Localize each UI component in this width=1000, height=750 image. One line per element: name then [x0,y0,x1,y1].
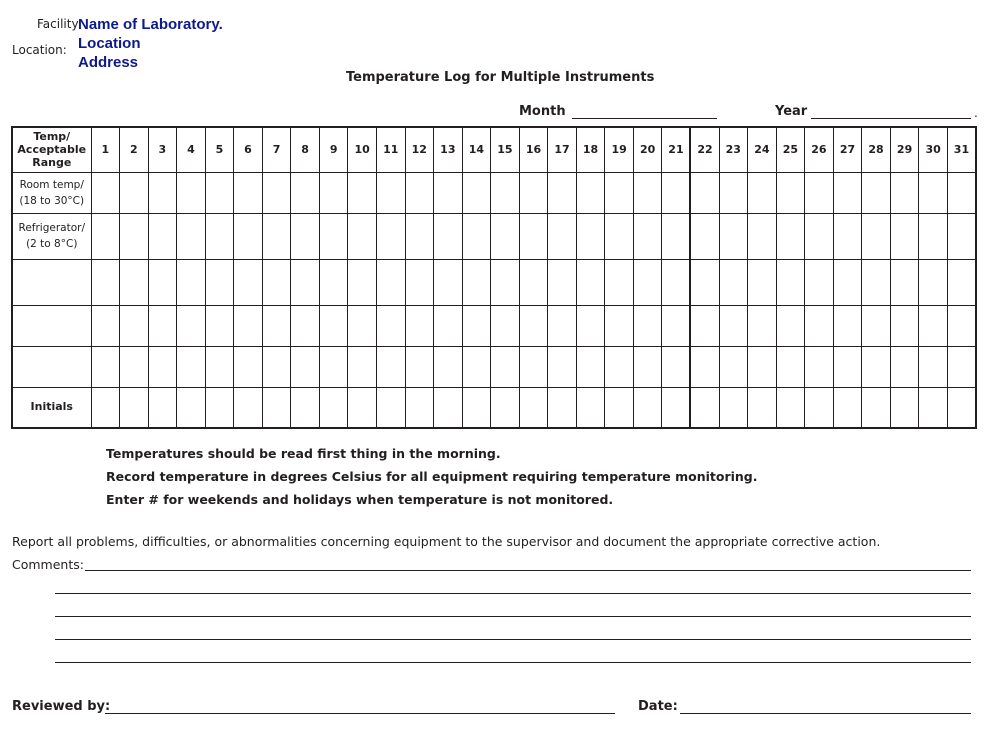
log-cell[interactable] [348,213,377,259]
log-cell[interactable] [434,305,463,346]
log-cell[interactable] [319,213,348,259]
year-label: Year [775,104,808,119]
day-header-29: 29 [890,127,919,172]
row-label [12,259,91,305]
initials-cell[interactable] [633,387,662,428]
initials-cell[interactable] [776,387,805,428]
log-cell[interactable] [890,346,919,387]
log-cell[interactable] [690,213,719,259]
log-cell[interactable] [348,346,377,387]
facility-label: Facility: [37,17,82,31]
row-label-line2: (18 to 30°C) [19,194,85,207]
day-header-26: 26 [805,127,834,172]
page-title: Temperature Log for Multiple Instruments [346,70,655,85]
initials-cell[interactable] [434,387,463,428]
log-cell[interactable] [491,346,520,387]
initials-cell[interactable] [262,387,291,428]
row-label [12,346,91,387]
initials-cell[interactable] [947,387,976,428]
log-cell[interactable] [177,346,206,387]
log-cell[interactable] [376,305,405,346]
initials-cell[interactable] [748,387,777,428]
row-label [12,305,91,346]
initials-label: Initials [12,387,91,428]
location-value: Location [78,35,141,52]
log-cell[interactable] [519,346,548,387]
day-header-15: 15 [491,127,520,172]
log-cell[interactable] [262,305,291,346]
table-row [12,172,976,213]
initials-cell[interactable] [319,387,348,428]
log-cell[interactable] [205,213,234,259]
log-cell[interactable] [862,346,891,387]
comments-line-1[interactable] [85,570,971,571]
comments-label: Comments: [12,557,84,572]
log-cell[interactable] [262,172,291,213]
table-row [12,213,976,259]
corner-header [12,127,91,172]
log-cell[interactable] [947,305,976,346]
day-header-2: 2 [120,127,149,172]
log-cell[interactable] [862,172,891,213]
initials-cell[interactable] [234,387,263,428]
log-cell[interactable] [576,172,605,213]
log-cell[interactable] [519,172,548,213]
log-cell[interactable] [291,259,320,305]
log-cell[interactable] [890,305,919,346]
report-text: Report all problems, difficulties, or abnormalities concerning equipment to the supervisor and document the appropriate corrective action. [12,534,881,549]
log-cell[interactable] [91,213,120,259]
log-cell[interactable] [177,172,206,213]
day-header-11: 11 [376,127,405,172]
initials-cell[interactable] [919,387,948,428]
day-header-3: 3 [148,127,177,172]
day-header-6: 6 [234,127,263,172]
day-header-7: 7 [262,127,291,172]
log-cell[interactable] [833,259,862,305]
month-field[interactable] [572,118,717,119]
day-header-22: 22 [690,127,719,172]
date-label: Date: [638,699,678,714]
log-cell[interactable] [919,172,948,213]
log-cell[interactable] [748,259,777,305]
log-cell[interactable] [833,305,862,346]
log-cell[interactable] [519,305,548,346]
log-cell[interactable] [633,346,662,387]
day-header-27: 27 [833,127,862,172]
log-cell[interactable] [177,259,206,305]
log-cell[interactable] [148,259,177,305]
log-cell[interactable] [605,259,634,305]
log-cell[interactable] [291,213,320,259]
log-cell[interactable] [805,305,834,346]
address-value: Address [78,54,139,71]
day-header-14: 14 [462,127,491,172]
log-cell[interactable] [291,305,320,346]
log-cell[interactable] [120,346,149,387]
temperature-log-table [11,126,977,429]
log-cell[interactable] [120,305,149,346]
log-cell[interactable] [633,305,662,346]
day-header-12: 12 [405,127,434,172]
instruction-2: Record temperature in degrees Celsius for all equipment requiring temperature monitoring. [106,469,758,484]
log-cell[interactable] [662,172,691,213]
log-cell[interactable] [319,346,348,387]
log-cell[interactable] [776,259,805,305]
initials-cell[interactable] [376,387,405,428]
reviewed-by-label: Reviewed by: [12,699,111,714]
day-header-21: 21 [662,127,691,172]
initials-cell[interactable] [719,387,748,428]
log-cell[interactable] [862,213,891,259]
log-cell[interactable] [91,305,120,346]
row-label-line1: Refrigerator/ [18,222,85,234]
initials-cell[interactable] [519,387,548,428]
day-header-31: 31 [947,127,976,172]
log-cell[interactable] [947,259,976,305]
initials-cell[interactable] [91,387,120,428]
log-cell[interactable] [234,172,263,213]
log-cell[interactable] [633,172,662,213]
log-cell[interactable] [348,172,377,213]
log-cell[interactable] [662,213,691,259]
row-label [12,172,91,213]
log-cell[interactable] [405,213,434,259]
initials-cell[interactable] [662,387,691,428]
log-cell[interactable] [234,346,263,387]
initials-cell[interactable] [348,387,377,428]
log-cell[interactable] [833,346,862,387]
log-cell[interactable] [947,172,976,213]
day-header-1: 1 [91,127,120,172]
facility-value: Name of Laboratory. [78,16,223,33]
log-cell[interactable] [405,305,434,346]
log-cell[interactable] [491,305,520,346]
initials-cell[interactable] [862,387,891,428]
log-cell[interactable] [548,213,577,259]
log-cell[interactable] [348,305,377,346]
log-cell[interactable] [319,259,348,305]
log-cell[interactable] [890,213,919,259]
log-cell[interactable] [947,346,976,387]
trailing-dot: . [974,106,978,120]
log-cell[interactable] [690,172,719,213]
corner-header-line2: Acceptable [17,143,87,157]
log-cell[interactable] [405,346,434,387]
log-cell[interactable] [605,213,634,259]
initials-cell[interactable] [690,387,719,428]
log-cell[interactable] [605,346,634,387]
log-cell[interactable] [776,172,805,213]
log-cell[interactable] [576,346,605,387]
date-field[interactable] [680,713,971,714]
initials-cell[interactable] [491,387,520,428]
log-cell[interactable] [291,172,320,213]
log-cell[interactable] [434,213,463,259]
day-header-17: 17 [548,127,577,172]
log-cell[interactable] [662,346,691,387]
log-cell[interactable] [719,172,748,213]
instruction-3: Enter # for weekends and holidays when temperature is not monitored. [106,492,614,507]
log-cell[interactable] [548,346,577,387]
log-cell[interactable] [748,213,777,259]
log-cell[interactable] [148,346,177,387]
log-cell[interactable] [862,305,891,346]
log-cell[interactable] [576,305,605,346]
log-cell[interactable] [91,259,120,305]
log-cell[interactable] [205,259,234,305]
log-cell[interactable] [605,172,634,213]
day-header-30: 30 [919,127,948,172]
log-cell[interactable] [205,305,234,346]
log-cell[interactable] [376,172,405,213]
log-cell[interactable] [148,213,177,259]
comments-line-3[interactable] [55,616,971,617]
log-cell[interactable] [462,346,491,387]
log-cell[interactable] [690,346,719,387]
day-header-28: 28 [862,127,891,172]
initials-cell[interactable] [890,387,919,428]
log-cell[interactable] [719,346,748,387]
initials-cell[interactable] [805,387,834,428]
log-cell[interactable] [805,213,834,259]
row-label-line1: Room temp/ [19,178,84,191]
log-cell[interactable] [462,172,491,213]
log-cell[interactable] [719,213,748,259]
day-header-10: 10 [348,127,377,172]
log-cell[interactable] [548,172,577,213]
log-cell[interactable] [434,259,463,305]
month-label: Month [519,104,566,119]
initials-cell[interactable] [605,387,634,428]
log-cell[interactable] [776,346,805,387]
day-header-16: 16 [519,127,548,172]
log-cell[interactable] [633,213,662,259]
log-cell[interactable] [205,172,234,213]
log-cell[interactable] [177,213,206,259]
day-header-5: 5 [205,127,234,172]
table-row [12,305,976,346]
comments-line-2[interactable] [55,593,971,594]
initials-cell[interactable] [177,387,206,428]
log-cell[interactable] [919,259,948,305]
day-header-24: 24 [748,127,777,172]
log-cell[interactable] [491,259,520,305]
log-cell[interactable] [491,172,520,213]
log-cell[interactable] [919,213,948,259]
log-cell[interactable] [205,346,234,387]
day-header-13: 13 [434,127,463,172]
log-cell[interactable] [548,305,577,346]
day-header-23: 23 [719,127,748,172]
day-header-20: 20 [633,127,662,172]
log-cell[interactable] [234,213,263,259]
log-cell[interactable] [890,259,919,305]
initials-cell[interactable] [205,387,234,428]
log-cell[interactable] [748,305,777,346]
log-cell[interactable] [919,305,948,346]
log-cell[interactable] [462,259,491,305]
log-cell[interactable] [91,172,120,213]
initials-cell[interactable] [120,387,149,428]
log-cell[interactable] [548,259,577,305]
log-cell[interactable] [148,172,177,213]
log-cell[interactable] [462,213,491,259]
log-cell[interactable] [319,305,348,346]
log-cell[interactable] [291,346,320,387]
log-cell[interactable] [662,305,691,346]
initials-cell[interactable] [833,387,862,428]
log-cell[interactable] [376,259,405,305]
log-cell[interactable] [748,172,777,213]
log-cell[interactable] [120,172,149,213]
log-cell[interactable] [234,305,263,346]
comments-line-5[interactable] [55,662,971,663]
log-cell[interactable] [862,259,891,305]
log-cell[interactable] [890,172,919,213]
log-cell[interactable] [319,172,348,213]
log-cell[interactable] [947,213,976,259]
log-cell[interactable] [805,259,834,305]
log-cell[interactable] [405,172,434,213]
corner-header-line3: Range [32,156,72,170]
log-cell[interactable] [576,213,605,259]
corner-header-line1: Temp/ [33,130,71,144]
log-cell[interactable] [719,305,748,346]
day-header-8: 8 [291,127,320,172]
initials-cell[interactable] [405,387,434,428]
log-cell[interactable] [376,346,405,387]
log-cell[interactable] [719,259,748,305]
log-cell[interactable] [662,259,691,305]
log-cell[interactable] [462,305,491,346]
log-cell[interactable] [576,259,605,305]
log-cell[interactable] [348,259,377,305]
log-cell[interactable] [91,346,120,387]
initials-cell[interactable] [462,387,491,428]
day-header-4: 4 [177,127,206,172]
log-cell[interactable] [262,259,291,305]
initials-row [12,387,976,428]
log-cell[interactable] [234,259,263,305]
log-cell[interactable] [519,259,548,305]
log-cell[interactable] [148,305,177,346]
log-cell[interactable] [919,346,948,387]
log-cell[interactable] [177,305,206,346]
log-cell[interactable] [405,259,434,305]
day-header-9: 9 [319,127,348,172]
day-header-19: 19 [605,127,634,172]
log-cell[interactable] [120,213,149,259]
log-cell[interactable] [262,213,291,259]
row-label-line2: (2 to 8°C) [26,238,78,250]
log-cell[interactable] [434,346,463,387]
log-cell[interactable] [833,172,862,213]
day-header-18: 18 [576,127,605,172]
reviewed-by-field[interactable] [105,713,615,714]
initials-cell[interactable] [576,387,605,428]
table-row [12,259,976,305]
log-cell[interactable] [262,346,291,387]
log-cell[interactable] [776,305,805,346]
instruction-1: Temperatures should be read first thing in the morning. [106,446,501,461]
initials-cell[interactable] [148,387,177,428]
year-field[interactable] [811,118,971,119]
log-cell[interactable] [833,213,862,259]
comments-line-4[interactable] [55,639,971,640]
row-label [12,213,91,259]
log-cell[interactable] [805,172,834,213]
log-cell[interactable] [605,305,634,346]
log-cell[interactable] [690,259,719,305]
log-cell[interactable] [633,259,662,305]
log-cell[interactable] [434,172,463,213]
day-header-25: 25 [776,127,805,172]
log-cell[interactable] [805,346,834,387]
log-cell[interactable] [120,259,149,305]
log-cell[interactable] [776,213,805,259]
log-cell[interactable] [748,346,777,387]
log-cell[interactable] [491,213,520,259]
log-cell[interactable] [519,213,548,259]
location-label: Location: [12,43,67,57]
table-row [12,346,976,387]
initials-cell[interactable] [548,387,577,428]
log-cell[interactable] [690,305,719,346]
log-cell[interactable] [376,213,405,259]
initials-cell[interactable] [291,387,320,428]
